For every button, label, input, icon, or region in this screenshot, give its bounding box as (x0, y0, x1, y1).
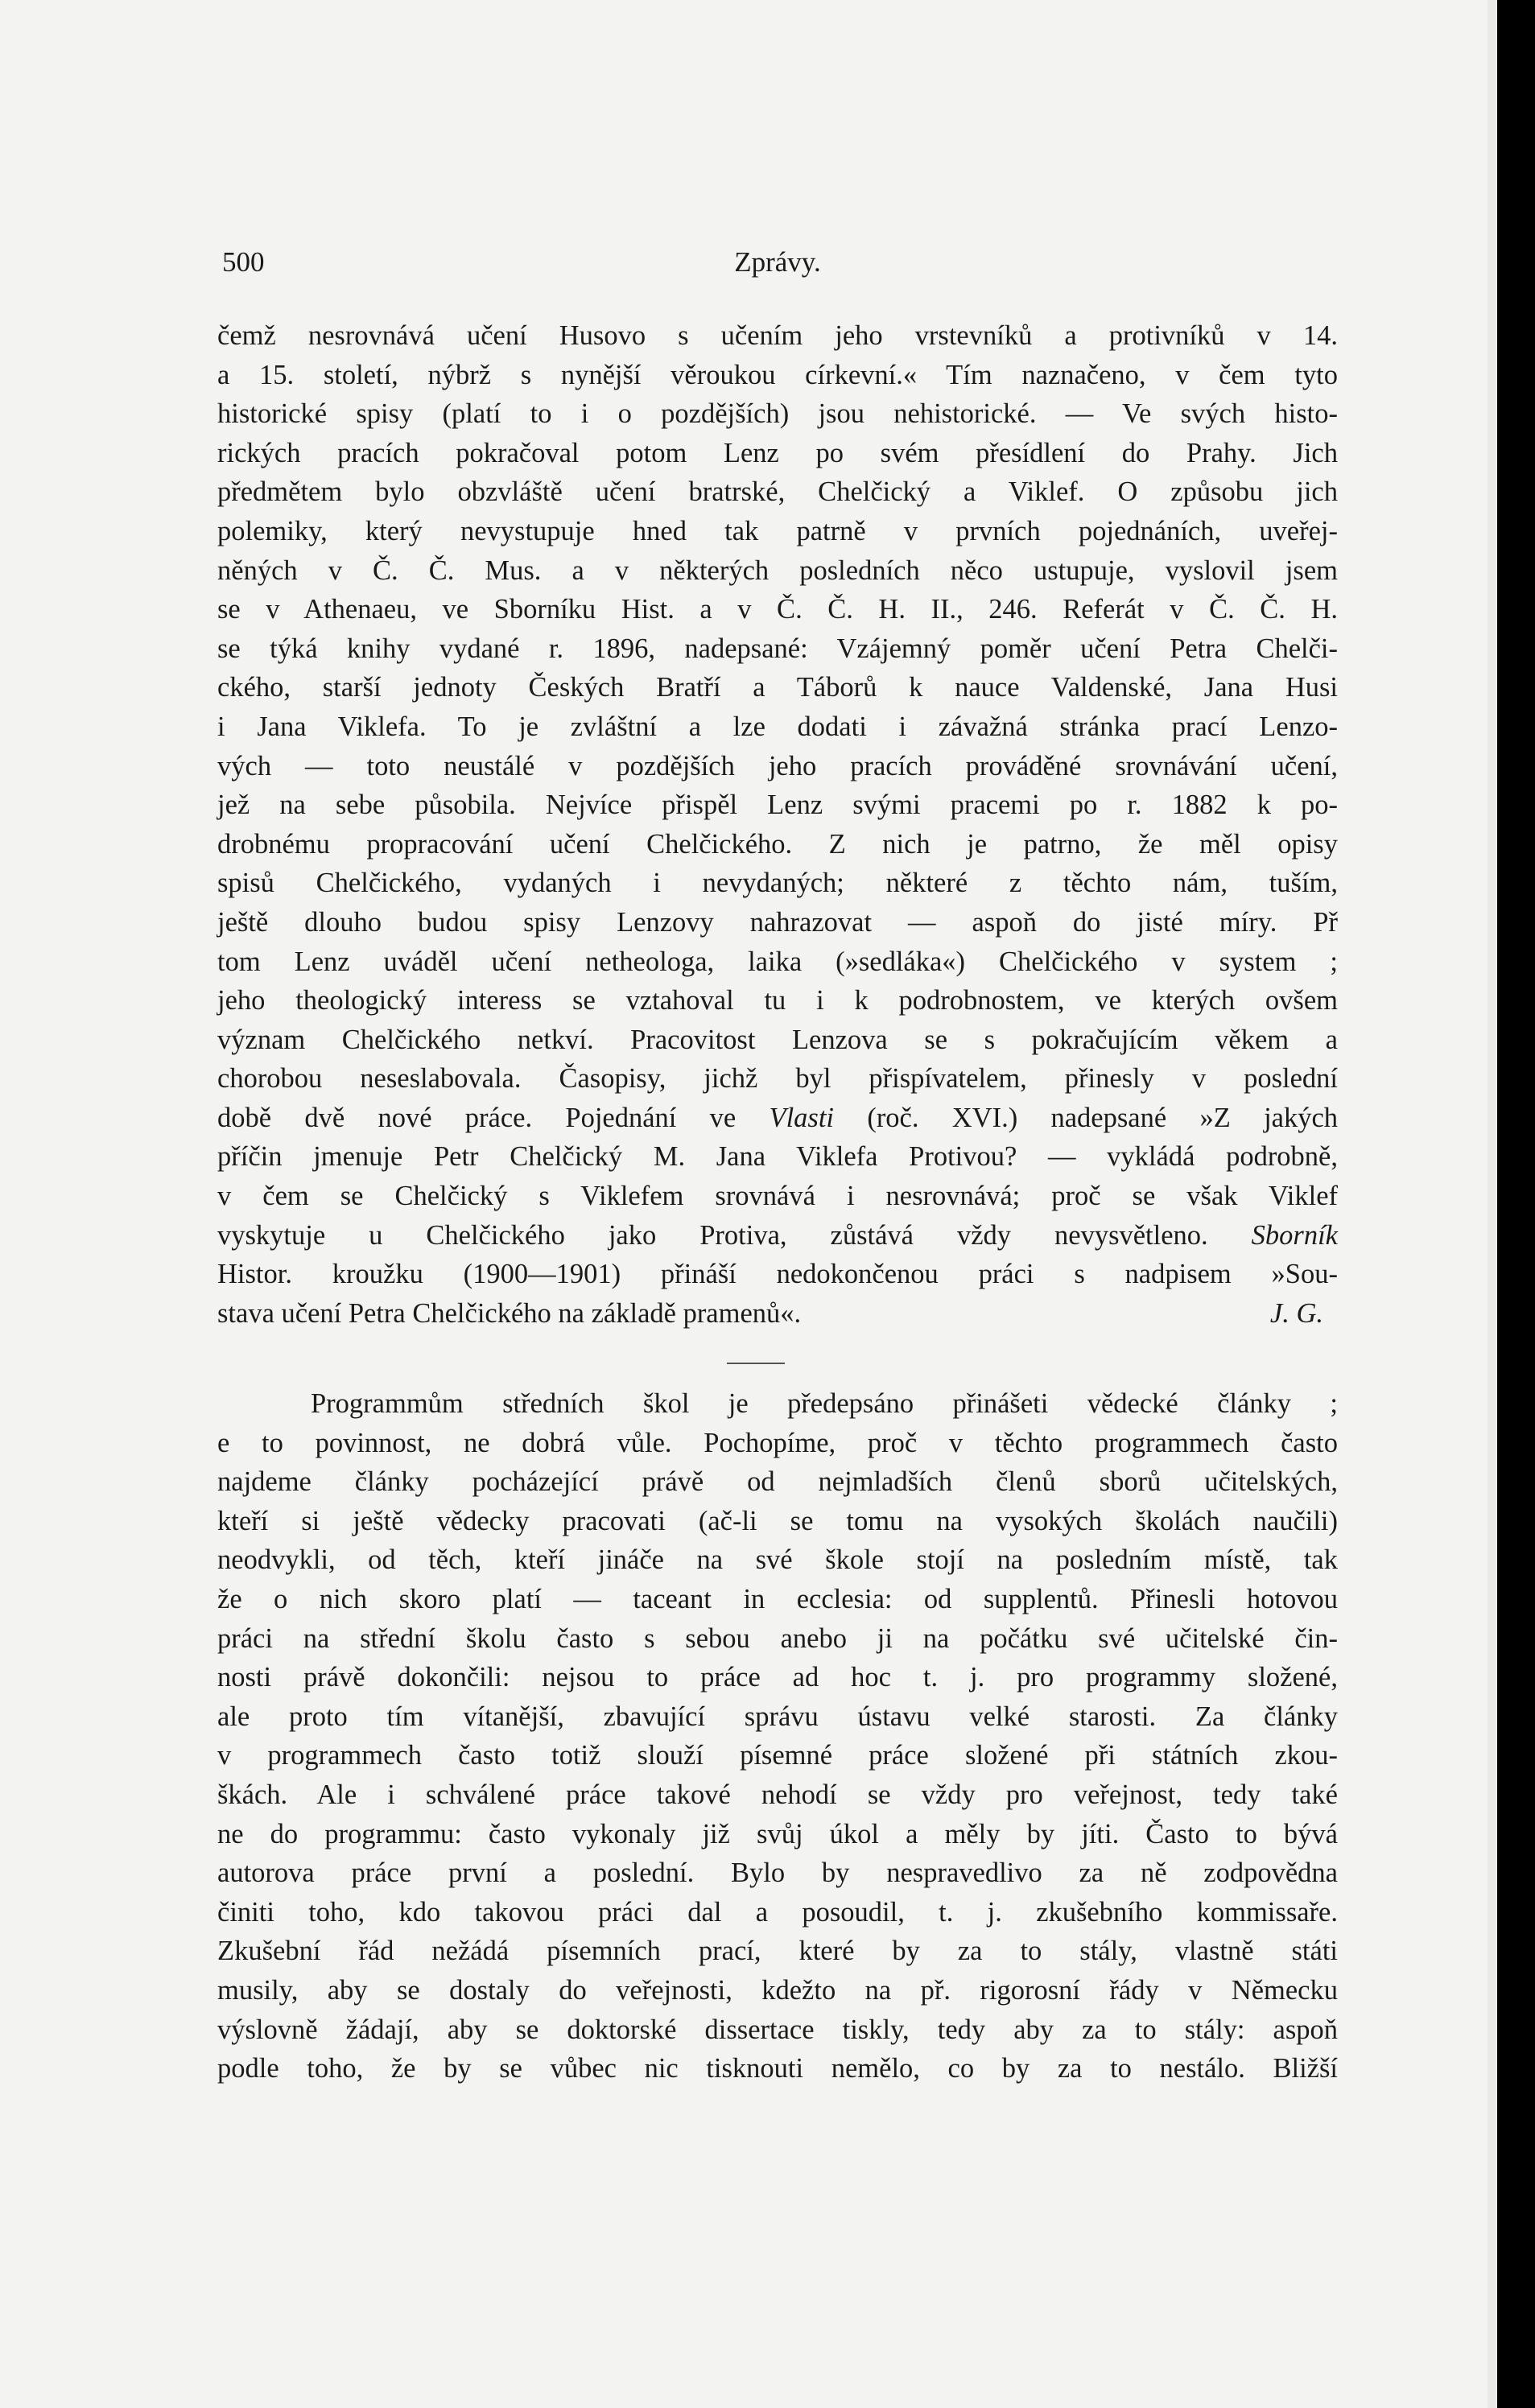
section-separator (727, 1363, 785, 1364)
text-line: drobnému propracování učení Chelčického. Z nich je patrno, že měl opisy (217, 828, 1338, 860)
text-line: čemž nesrovnává učení Husovo s učením jeho vrstevníků a protivníků v 14. (217, 320, 1338, 351)
text-line: neodvykli, od těch, kteří jináče na své škole stojí na posledním místě, tak (217, 1544, 1338, 1576)
text-line: ještě dlouho budou spisy Lenzovy nahrazovat — aspoň do jisté míry. Př (217, 906, 1338, 938)
text-line: podle toho, že by se vůbec nic tisknouti nemělo, co by za to nestálo. Bližší (217, 2053, 1338, 2084)
text-line: činiti toho, kdo takovou práci dal a posoudil, t. j. zkušebního kommissaře. (217, 1896, 1338, 1928)
text-segment: vyskytuje u Chelčického jako Protiva, zůstává vždy nevysvětleno. (217, 1219, 1208, 1251)
text-line: tom Lenz uváděl učení netheologa, laika (»sedláka«) Chelčického v system ; (217, 946, 1338, 977)
text-line: nosti právě dokončili: nejsou to práce ad hoc t. j. pro programmy složené, (217, 1662, 1338, 1693)
italic-title-vlasti: Vlasti (769, 1102, 835, 1133)
text-line: předmětem bylo obzvláště učení bratrské, Chelčický a Viklef. O způsobu jich (217, 476, 1338, 508)
text-line: výslovně žádají, aby se doktorské dissertace tiskly, tedy aby za to stály: aspoň (217, 2014, 1338, 2045)
text-line: význam Chelčického netkví. Pracovitost Lenzova se s pokračujícím věkem a (217, 1024, 1338, 1055)
text-line: jeho theologický interess se vztahoval tu i k podrobnostem, ve kterých ovšem (217, 985, 1338, 1016)
text-line: autorova práce první a poslední. Bylo by nespravedlivo za ně zodpovědna (217, 1858, 1338, 1889)
paragraph-lenz-review (217, 316, 1338, 1333)
text-line: škách. Ale i schválené práce takové nehodí se vždy pro veřejnost, tedy také (217, 1779, 1338, 1810)
text-line-mixed (217, 1099, 1338, 1138)
page-header (222, 246, 1333, 287)
page-number: 500 (222, 246, 265, 278)
text-line: příčin jmenuje Petr Chelčický M. Jana Viklefa Protivou? — vykládá podrobně, (217, 1141, 1338, 1173)
text-line: že o nich skoro platí — taceant in ecclesia: od supplentů. Přinesli hotovou (217, 1583, 1338, 1614)
text-line: něných v Č. Č. Mus. a v některých posledních něco ustupuje, vyslovil jsem (217, 555, 1338, 586)
text-line: e to povinnost, ne dobrá vůle. Pochopíme, proč v těchto programmech často (217, 1427, 1338, 1458)
text-line: i Jana Viklefa. To je zvláštní a lze dodati i závažná stránka prací Lenzo- (217, 711, 1338, 742)
text-line: historické spisy (platí to i o pozdějších) jsou nehistorické. — Ve svých histo- (217, 398, 1338, 430)
running-head: Zprávy. (734, 246, 821, 278)
text-line: Programmům středních škol je předepsáno přinášeti vědecké články ; (311, 1388, 1338, 1419)
text-line: práci na střední školu často s sebou anebo ji na počátku své učitelské čin- (217, 1623, 1338, 1654)
text-line: vých — toto neustálé v pozdějších jeho pracích prováděné srovnávání učení, (217, 750, 1338, 781)
text-segment: době dvě nové práce. Pojednání ve (217, 1102, 737, 1133)
text-line: najdeme články pocházející právě od nejmladších členů sborů učitelských, (217, 1466, 1338, 1498)
text-line-mixed (217, 1216, 1338, 1256)
text-line: Histor. kroužku (1900—1901) přináší nedokončenou práci s nadpisem »Sou- (217, 1259, 1338, 1290)
text-line: chorobou neseslabovala. Časopisy, jichž byl přispívatelem, přinesly v poslední (217, 1063, 1338, 1095)
text-line: a 15. století, nýbrž s nynější věroukou církevní.« Tím naznačeno, v čem tyto (217, 359, 1338, 390)
text-line: polemiky, který nevystupuje hned tak patrně v prvních pojednáních, uveřej- (217, 515, 1338, 546)
scan-edge (1488, 0, 1497, 2408)
text-segment: (roč. XVI.) nadepsané »Z jakých (867, 1102, 1339, 1133)
text-line: se týká knihy vydané r. 1896, nadepsané: Vzájemný poměr učení Petra Chelči- (217, 633, 1338, 664)
text-line: rických pracích pokračoval potom Lenz po svém přesídlení do Prahy. Jich (217, 437, 1338, 468)
text-line: ckého, starší jednoty Českých Bratří a Táborů k nauce Valdenské, Jana Husi (217, 672, 1338, 703)
text-line: v programmech často totiž slouží písemné práce složené při státních zkou- (217, 1740, 1338, 1771)
italic-title-sbornik: Sborník (1251, 1219, 1338, 1251)
text-line: Zkušební řád nežádá písemních prací, které by za to stály, vlastně státi (217, 1936, 1338, 1967)
text-line: v čem se Chelčický s Viklefem srovnává i nesrovnává; proč se však Viklef (217, 1181, 1338, 1212)
text-line: kteří si ještě vědecky pracovati (ač-li se tomu na vysokých školách naučili) (217, 1505, 1338, 1536)
text-line: ne do programmu: často vykonaly již svůj úkol a měly by jíti. Často to bývá (217, 1818, 1338, 1849)
text-line-last (217, 1294, 1338, 1334)
text-line: se v Athenaeu, ve Sborníku Hist. a v Č. Č. H. II., 246. Referát v Č. Č. H. (217, 594, 1338, 625)
text-line: jež na sebe působila. Nejvíce přispěl Lenz svými pracemi po r. 1882 k po- (217, 790, 1338, 821)
text-line: musily, aby se dostaly do veřejnosti, kdežto na př. rigorosní řády v Německu (217, 1974, 1338, 2006)
author-signature: J. G. (1269, 1297, 1323, 1329)
paragraph-school-programmes (217, 1384, 1338, 2088)
text-segment: stava učení Petra Chelčického na základě pramenů«. (217, 1297, 802, 1329)
text-line: spisů Chelčického, vydaných i nevydaných; některé z těchto nám, tuším, (217, 868, 1338, 899)
text-line: ale proto tím vítanější, zbavující správu ústavu velké starosti. Za články (217, 1701, 1338, 1732)
